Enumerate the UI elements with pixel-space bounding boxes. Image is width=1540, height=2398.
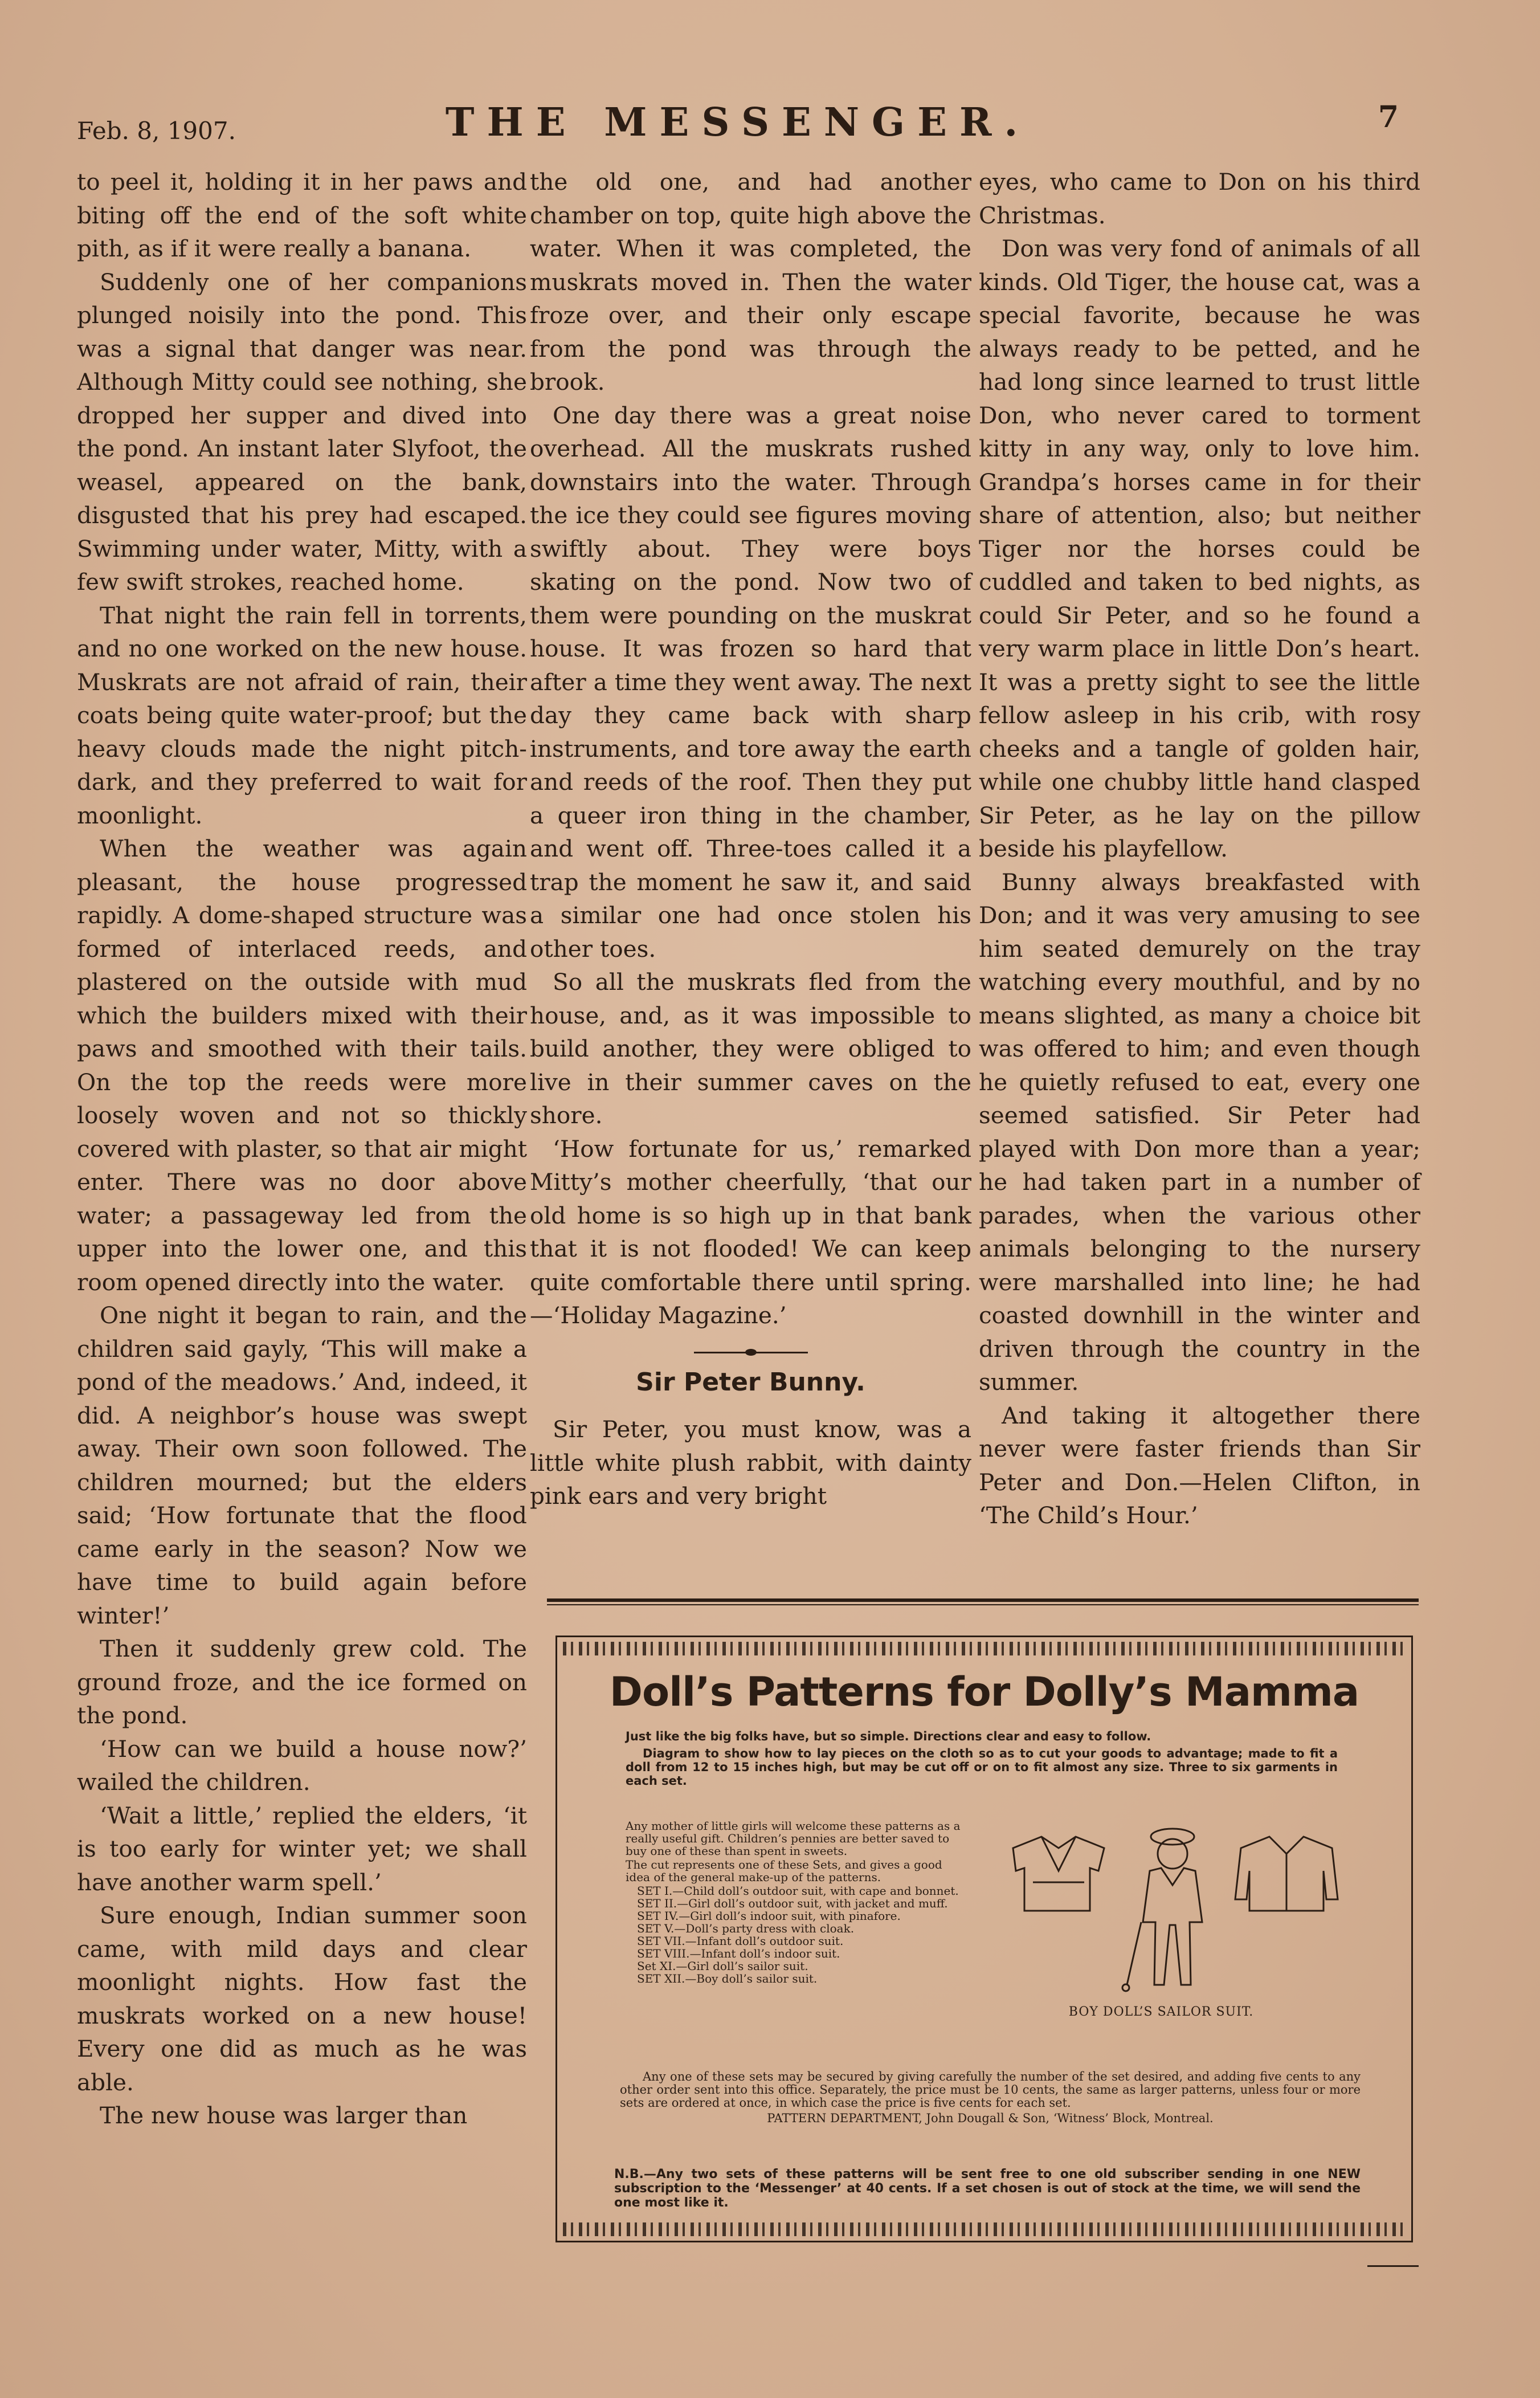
paragraph: Sir Peter, you must know, was a little white plush rabbit, with dainty pink ears and very bright — [530, 1416, 971, 1510]
ad-order-info — [620, 2070, 1361, 2125]
blouse-pattern-icon — [1013, 1837, 1104, 1911]
issue-date: Feb. 8, 1907. — [77, 117, 236, 145]
set-item: SET II.—Girl doll’s outdoor suit, with jacket and muff. — [637, 1897, 948, 1910]
ad-intro — [626, 1730, 1338, 1788]
pattern-department: PATTERN DEPARTMENT, John Dougall & Son, ‘Witness’ Block, Montreal. — [767, 2111, 1214, 2125]
page-number: 7 — [1378, 100, 1399, 134]
set-item: SET V.—Doll’s party dress with cloak. — [637, 1922, 855, 1935]
paragraph: ‘Wait a little,’ replied the elders, ‘it is too early for winter yet; we shall have another warm spell.’ — [77, 1801, 527, 1896]
section-divider — [694, 1352, 808, 1353]
ad-subtitle: Just like the big folks have, but so simple. Directions clear and easy to follow. — [626, 1730, 1151, 1743]
paragraph: And taking it altogether there never were faster friends than Sir Peter and Don.—Helen Clifton, in ‘The Child’s Hour.’ — [979, 1401, 1420, 1529]
figure-caption: BOY DOLL’S SAILOR SUIT. — [1068, 2005, 1254, 2019]
page-header — [77, 100, 1399, 151]
paragraph: eyes, who came to Don on his third Christmas. — [979, 168, 1420, 229]
set-item: SET XII.—Boy doll’s sailor suit. — [637, 1972, 818, 1985]
section-rule-thin — [547, 1604, 1419, 1605]
column-2 — [530, 165, 971, 1513]
paragraph: ‘How fortunate for us,’ remarked Mitty’s mother cheerfully, ‘that our old home is so high up in that bank that it is not flooded! We can keep quite comfortable there until spring.—‘Holiday Magazine.’ — [530, 1135, 971, 1329]
set-item: SET VII.—Infant doll’s outdoor suit. — [637, 1934, 844, 1948]
paragraph: So all the muskrats fled from the house, and, as it was impossible to build another, they were obliged to live in their summer caves on the shore. — [530, 968, 971, 1129]
ad-paragraph: Any mother of little girls will welcome these patterns as a really useful gift. Children’s pennies are better saved to buy one of these than spent in sweets. — [626, 1819, 961, 1858]
end-rule — [1367, 2265, 1419, 2267]
section-rule — [547, 1598, 1419, 1602]
masthead-title: THE MESSENGER. — [445, 100, 1031, 145]
ornamental-border-top — [563, 1642, 1406, 1655]
jacket-pattern-icon — [1235, 1837, 1338, 1911]
set-item: SET I.—Child doll’s outdoor suit, with cape and bonnet. — [637, 1884, 959, 1898]
ad-diagram-note: Diagram to show how to lay pieces on the cloth so as to cut your goods to advantage; made to fit a doll from 12 to 15 inches high, but may be cut off or on to fit almost any size. Three to six garments in each set. — [626, 1747, 1338, 1788]
paragraph: to peel it, holding it in her paws and biting off the end of the soft white pith, as if it were really a banana. — [77, 168, 527, 262]
column-3 — [979, 165, 1420, 1532]
paragraph: the old one, and had another chamber on top, quite high above the water. When it was completed, the muskrats moved in. Then the water froze over, and their only escape from the pond was through the brook. — [530, 168, 971, 395]
column-1 — [77, 165, 527, 2132]
advertisement-box — [555, 1636, 1413, 2242]
paragraph: The new house was larger than — [100, 2102, 468, 2129]
paragraph: That night the rain fell in torrents, and no one worked on the new house. Muskrats are not afraid of rain, their coats being quite water-proof; but the heavy clouds made the night pitch-dark, and they preferred to wait for moonlight. — [77, 601, 527, 829]
ad-title: Doll’s Patterns for Dolly’s Mamma — [609, 1669, 1359, 1715]
article-title: Sir Peter Bunny. — [636, 1367, 865, 1397]
paragraph: One night it began to rain, and the children said gayly, ‘This will make a pond of the meadows.’ And, indeed, it did. A neighbor’s house was swept away. Their own soon followed. The children mourned; but the elders said; ‘How fortunate that the flood came early in the season? Now we have time to build again before winter!’ — [77, 1302, 527, 1629]
paragraph: When the weather was again pleasant, the house progressed rapidly. A dome-shaped structure was formed of interlaced reeds, and plastered on the outside with mud which the builders mixed with their paws and smoothed with their tails. On the top the reeds were more loosely woven and not so thickly covered with plaster, so that air might enter. There was no door above water; a passageway led from the upper into the lower one, and this room opened directly into the water. — [77, 835, 527, 1296]
paragraph: Suddenly one of her companions plunged noisily into the pond. This was a signal that danger was near. Although Mitty could see nothing, she dropped her supper and dived into the pond. An instant later Slyfoot, the weasel, appeared on the bank, disgusted that his prey had escaped. Swimming under water, Mitty, with a few swift strokes, reached home. — [77, 268, 527, 596]
paragraph: Sure enough, Indian summer soon came, with mild days and clear moonlight nights. How fast the muskrats worked on a new house! Every one did as much as he was able. — [77, 1902, 527, 2096]
paragraph: Then it suddenly grew cold. The ground froze, and the ice formed on the pond. — [77, 1635, 527, 1729]
paragraph: Bunny always breakfasted with Don; and it was very amusing to see him seated demurely on the tray watching every mouthful, and by no means slighted, as many a choice bit was offered to him; and even though he quietly refused to eat, every one seemed satisfied. Sir Peter had played with Don more than a year; he had taken part in a number of parades, when the various other animals belonging to the nursery were marshalled into line; he had coasted downhill in the winter and driven through the country in the summer. — [979, 868, 1420, 1396]
doll-figure-icon — [1122, 1829, 1202, 1991]
paragraph: ‘How can we build a house now?’ wailed the children. — [77, 1735, 527, 1796]
ad-nota-bene: N.B.—Any two sets of these patterns will be sent free to one old subscriber sending in one NEW subscription to the ‘Messenger’ at 40 cents. If a set chosen is out of stock at the time, we will send the one most like it. — [614, 2167, 1361, 2210]
set-item: Set XI.—Girl doll’s sailor suit. — [637, 1959, 808, 1973]
ornamental-border-bottom — [563, 2222, 1406, 2236]
doll-sailor-suit-illustration — [990, 1814, 1355, 1996]
ad-details — [626, 1820, 967, 1985]
set-item: SET IV.—Girl doll’s indoor suit, with pinafore. — [637, 1909, 901, 1923]
ad-paragraph: The cut represents one of these Sets, and gives a good idea of the general make-up of the patterns. — [626, 1858, 942, 1884]
set-item: SET VIII.—Infant doll’s indoor suit. — [637, 1947, 840, 1960]
ad-paragraph: Any one of these sets may be secured by giving carefully the number of the set desired, and adding five cents to any other order sent into this office. Separately, the price must be 10 cents, the same as larger patterns, unless four or more sets are ordered at once, in which case the price is five cents for each set. — [620, 2070, 1361, 2110]
paragraph: One day there was a great noise overhead. All the muskrats rushed downstairs into the water. Through the ice they could see figures moving swiftly about. They were boys skating on the pond. Now two of them were pounding on the muskrat house. It was frozen so hard that after a time they went away. The next day they came back with sharp instruments, and tore away the earth and reeds of the roof. Then they put a queer iron thing in the chamber, and went off. Three-toes called it a trap the moment he saw it, and said a similar one had once stolen his other toes. — [530, 401, 971, 963]
paragraph: Don was very fond of animals of all kinds. Old Tiger, the house cat, was a special favorite, because he was always ready to be petted, and he had long since learned to trust little Don, who never cared to torment kitty in any way, only to love him. Grandpa’s horses came in for their share of attention, also; but neither Tiger nor the horses could be cuddled and taken to bed nights, as could Sir Peter, and so he found a very warm place in little Don’s heart. It was a pretty sight to see the little fellow asleep in his crib, with rosy cheeks and a tangle of golden hair, while one chubby little hand clasped Sir Peter, as he lay on the pillow beside his playfellow. — [979, 235, 1420, 862]
